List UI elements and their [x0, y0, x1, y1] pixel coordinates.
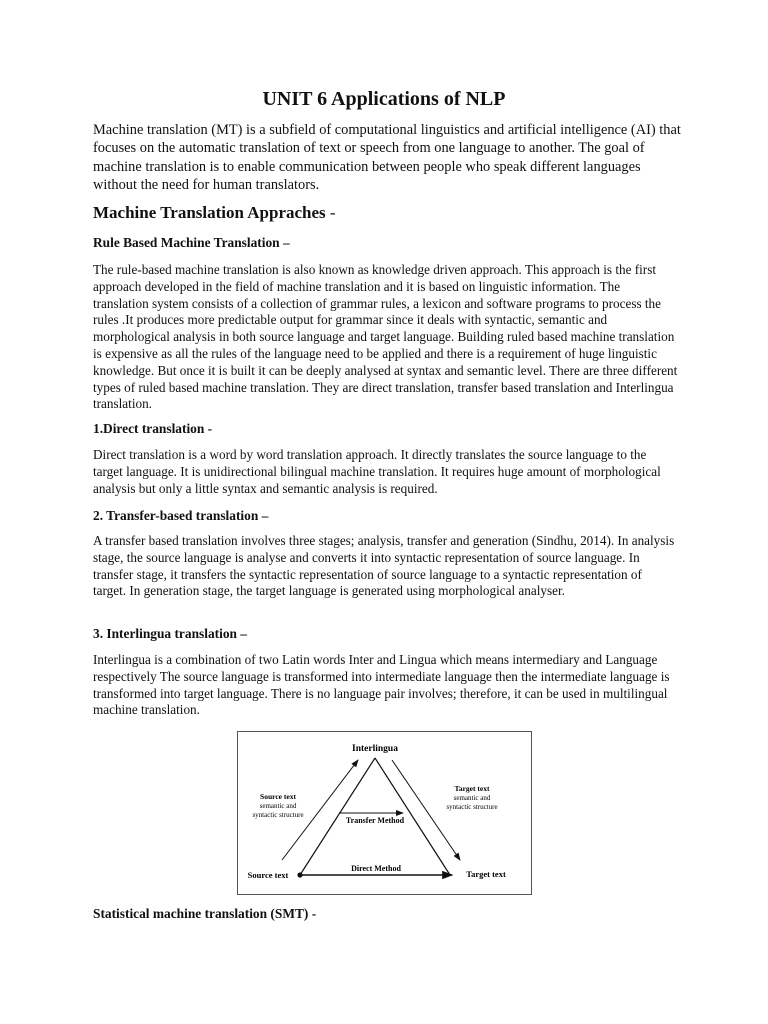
smt-heading: Statistical machine translation (SMT) - — [93, 906, 317, 921]
target-text-label: Target text — [466, 869, 506, 879]
left-label-line3: syntactic structure — [252, 811, 304, 819]
transfer-method-label: Transfer Method — [345, 816, 405, 825]
left-label-line1: Source text — [260, 792, 296, 801]
page-title: UNIT 6 Applications of NLP — [262, 88, 506, 110]
left-label-line2: semantic and — [259, 802, 297, 810]
section-heading-text: Machine Translation Appraches — [93, 203, 326, 222]
direct-translation-paragraph: Direct translation is a word by word translation approach. It directly translates the source language to the target language. It is unidirectional bilingual machine translation. It requires huge amount of morphological analysis but only a little syntax and semantic analysis is required. — [93, 447, 661, 496]
direct-method-label: Direct Method — [351, 864, 401, 873]
interlingua-triangle-figure — [237, 731, 532, 895]
section-heading — [93, 203, 336, 223]
rule-based-paragraph: The rule-based machine translation is also known as knowledge driven approach. This approach is the first approach developed in the field of machine translation and it is based on linguistic information. The translation system consists of a collection of grammar rules, a lexicon and software programs to process the rules .It produces more predictable output for grammar since it deals with syntactic, semantic and morphological analysis in both source language and target language. Building ruled based machine translation is expensive as all the rules of the language need to be applied and there is a requirement of huge linguistic knowledge. But once it is built it can be deeply analysed at syntax and semantic level. There are three different types of ruled based machine translation. They are direct translation, transfer based translation and Interlingua translation. — [93, 262, 678, 412]
transfer-translation-paragraph: A transfer based translation involves three stages; analysis, transfer and generation (Sindhu, 2014). In analysis stage, the source language is analyse and converts it into syntactic representation of source language. In transfer stage, it transfers the syntactic representation of source language to a syntactic representation of target. In generation stage, the target language is generated using morphological analyser. — [93, 533, 675, 599]
section-heading-suffix: - — [325, 203, 336, 222]
analysis-arrow — [282, 760, 358, 860]
right-label-line1: Target text — [454, 784, 490, 793]
intro-paragraph: Machine translation (MT) is a subfield of computational linguistics and artificial intelligence (AI) that focuses on the automatic translation of text or speech from one language to another. The goal of machine translation is to enable communication between people who speak different languages without the need for human translators. — [93, 122, 681, 193]
right-label-line2: semantic and — [453, 794, 491, 802]
rule-based-heading: Rule Based Machine Translation – — [93, 235, 290, 250]
interlingua-translation-heading: 3. Interlingua translation – — [93, 626, 248, 641]
apex-label: Interlingua — [352, 744, 398, 754]
interlingua-translation-paragraph: Interlingua is a combination of two Latin words Inter and Lingua which means intermediary and Language respectively The source language is transformed into intermediate language then the intermediate language is transformed into target language. There is no language pair involves; therefore, it can be used in multilingual machine translation. — [93, 652, 670, 718]
direct-translation-heading: 1.Direct translation - — [93, 421, 213, 436]
triangle-diagram — [238, 732, 531, 894]
transfer-translation-heading: 2. Transfer-based translation – — [93, 508, 269, 523]
source-text-label: Source text — [247, 870, 289, 880]
source-node — [297, 872, 302, 877]
right-label-line3: syntactic structure — [446, 803, 498, 811]
